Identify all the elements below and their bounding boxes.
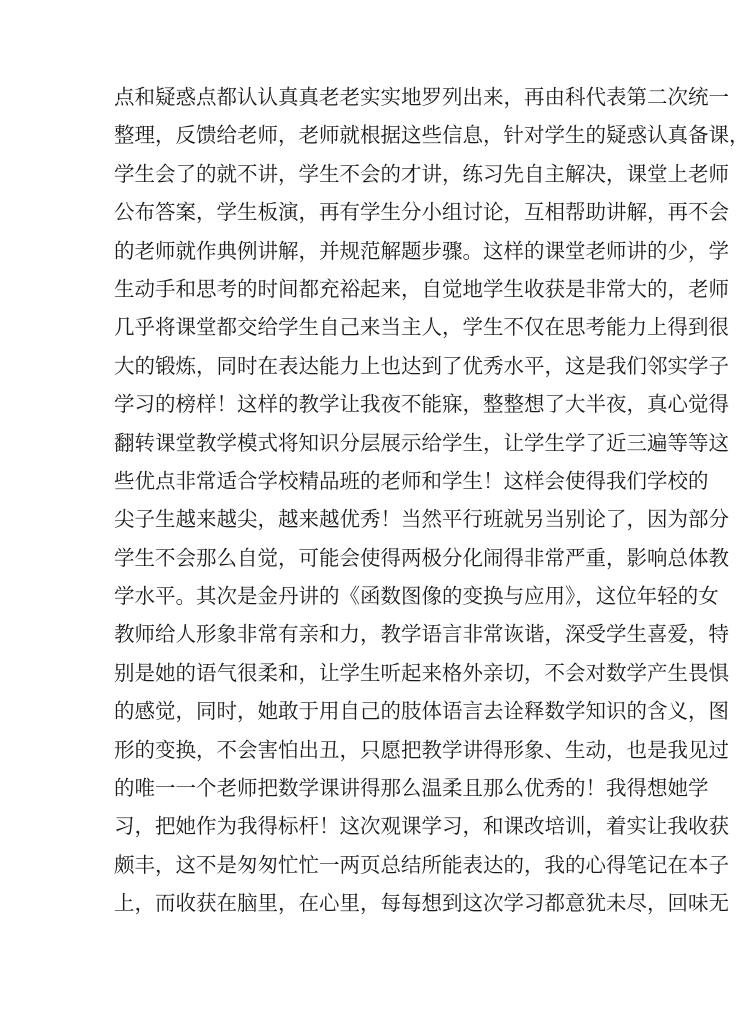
text-line: 学习的榜样！这样的教学让我夜不能寐，整整想了大半夜，真心觉得 xyxy=(114,392,729,417)
text-line: 几乎将课堂都交给学生自己来当主人，学生不仅在思考能力上得到很 xyxy=(114,315,729,340)
text-line: 学生会了的就不讲，学生不会的才讲，练习先自主解决，课堂上老师 xyxy=(114,161,729,186)
text-line: 习，把她作为我得标杆！这次观课学习，和课改培训，着实让我收获 xyxy=(114,814,729,839)
text-line: 的唯一一个老师把数学课讲得那么温柔且那么优秀的！我得想她学 xyxy=(114,776,709,801)
text-line: 的老师就作典例讲解，并规范解题步骤。这样的课堂老师讲的少，学 xyxy=(114,238,729,263)
text-line: 学水平。其次是金丹讲的《函数图像的变换与应用》，这位年轻的女 xyxy=(114,584,719,609)
text-line: 公布答案，学生板演，再有学生分小组讨论，互相帮助讲解，再不会 xyxy=(114,200,729,225)
text-line: 颇丰，这不是匆匆忙忙一两页总结所能表达的，我的心得笔记在本子 xyxy=(114,852,729,877)
text-line: 些优点非常适合学校精品班的老师和学生！这样会使得我们学校的 xyxy=(114,468,709,493)
text-line: 大的锻炼，同时在表达能力上也达到了优秀水平，这是我们邻实学子 xyxy=(114,353,729,378)
body-text xyxy=(114,78,750,923)
text-line: 教师给人形象非常有亲和力，教学语言非常诙谐，深受学生喜爱，特 xyxy=(114,622,729,647)
text-line: 形的变换，不会害怕出丑，只愿把教学讲得形象、生动，也是我见过 xyxy=(114,737,729,762)
text-line: 翻转课堂教学模式将知识分层展示给学生，让学生学了近三遍等等这 xyxy=(114,430,729,455)
text-line: 尖子生越来越尖，越来越优秀！当然平行班就另当别论了，因为部分 xyxy=(114,507,729,532)
text-line: 的感觉，同时，她敢于用自己的肢体语言去诠释数学知识的含义，图 xyxy=(114,699,729,724)
text-line: 别是她的语气很柔和，让学生听起来格外亲切，不会对数学产生畏惧 xyxy=(114,660,729,685)
text-line: 学生不会那么自觉，可能会使得两极分化闹得非常严重，影响总体教 xyxy=(114,545,729,570)
text-line: 整理，反馈给老师，老师就根据这些信息，针对学生的疑惑认真备课， xyxy=(114,123,750,148)
text-line: 点和疑惑点都认认真真老老实实地罗列出来，再由科代表第二次统一 xyxy=(114,85,729,109)
text-line: 生动手和思考的时间都充裕起来，自觉地学生收获是非常大的，老师 xyxy=(114,276,729,301)
text-line: 上，而收获在脑里，在心里，每每想到这次学习都意犹未尽，回味无 xyxy=(114,891,729,916)
